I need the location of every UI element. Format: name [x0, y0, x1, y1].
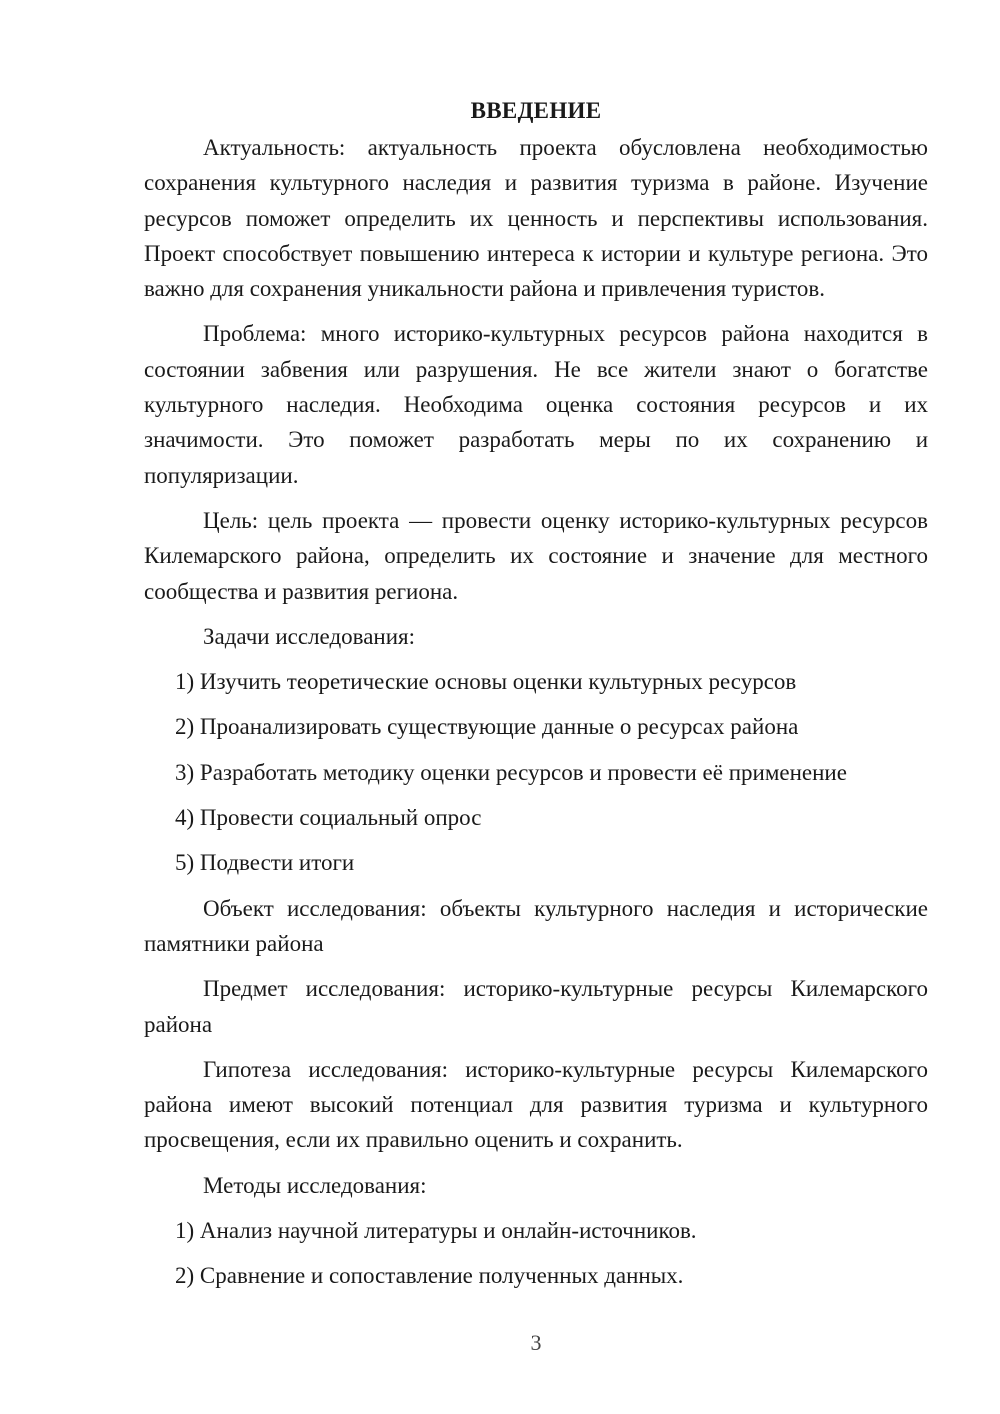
subject-paragraph: Предмет исследования: историко-культурные ресурсы Килемарского района [144, 976, 928, 1037]
task-item-2: 2) Проанализировать существующие данные о ресурсах района [175, 714, 799, 740]
page-number: 3 [530, 1330, 542, 1355]
hypothesis-paragraph: Гипотеза исследования: историко-культурные ресурсы Килемарского района имеют высокий потенциал для развития туризма и культурного просвещения, если их правильно оценить и сохранить. [144, 1056, 928, 1153]
task-item-4: 4) Провести социальный опрос [175, 805, 482, 831]
relevance-paragraph: Актуальность: актуальность проекта обусловлена необходимостью сохранения культурного наследия и развития туризма в районе. Изучение ресурсов поможет определить их ценность и перспективы использования. Проект способствует повышению интереса к истории и культуре региона. Это важно для сохранения уникальности района и привлечения туристов. [144, 135, 928, 302]
task-item-1: 1) Изучить теоретические основы оценки культурных ресурсов [175, 669, 797, 695]
tasks-title: Задачи исследования: [203, 623, 416, 649]
object-paragraph: Объект исследования: объекты культурного наследия и исторические памятники района [144, 895, 928, 956]
problem-paragraph: Проблема: много историко-культурных ресурсов района находится в состоянии забвения или разрушения. Не все жители знают о богатстве культурного наследия. Необходима оценка состояния ресурсов и их значимости. Это поможет разработать меры по их сохранению и популяризации. [144, 321, 928, 488]
method-item-1: 1) Анализ научной литературы и онлайн-источников. [175, 1218, 697, 1244]
task-item-5: 5) Подвести итоги [175, 850, 355, 876]
methods-title: Методы исследования: [203, 1172, 427, 1198]
document-page [144, 94, 928, 1294]
task-item-3: 3) Разработать методику оценки ресурсов и провести её применение [175, 759, 847, 785]
method-item-2: 2) Сравнение и сопоставление полученных данных. [175, 1263, 684, 1289]
section-heading: ВВЕДЕНИЕ [470, 98, 602, 123]
goal-paragraph: Цель: цель проекта — провести оценку историко-культурных ресурсов Килемарского района, определить их состояние и значение для местного сообщества и развития региона. [144, 507, 928, 604]
